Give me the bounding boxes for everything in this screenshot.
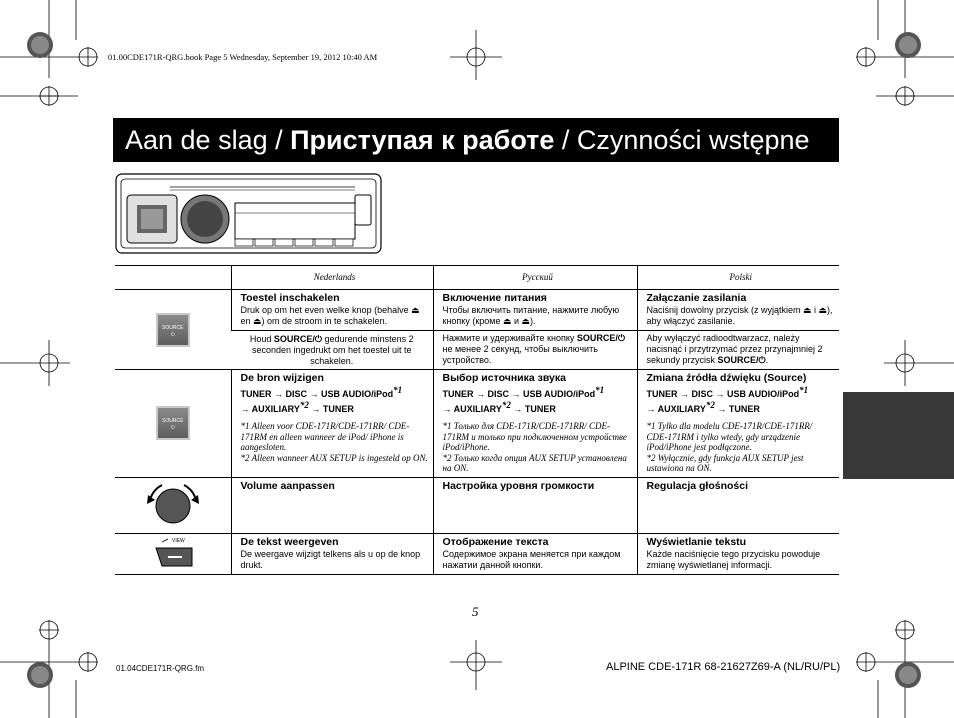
col-nl: Nederlands <box>231 266 433 290</box>
title-pl: / Czynności wstępne <box>554 125 810 155</box>
source-nl: De bron wijzigen TUNER → DISC → USB AUDIO/iPod$^{*1}$ → $AUXILIARY^{*2}$ → TUNER *1 Alleen voor CDE-171R/CDE-171RR/ CDE-171RM en alleen wanneer de iPod/ iPhone is aangesloten. *2 Alleen wanneer AUX SETUP is ingesteld op ON. <box>231 370 433 478</box>
source-icon-cell <box>115 370 231 478</box>
col-pl: Polski <box>637 266 839 290</box>
power-icon-cell <box>115 290 231 370</box>
power-nl: Toestel inschakelen Druk op om het even welke knop (behalve ⏏ en ⏏) om de stroom in te schakelen. <box>231 290 433 331</box>
volume-icon-cell <box>115 477 231 533</box>
text-ru: Отображение текста Содержимое экрана меняется при каждом нажатии данной кнопки. <box>433 533 637 574</box>
source-pl: Zmiana źródła dźwięku (Source) TUNER → DISC → USB AUDIO/iPod$^{*1}$ → $AUXILIARY^{*2}$ → TUNER *1 Tylko dla modelu CDE-171R/CDE-171RR/ CDE-171RM i tylko wtedy, gdy urządzenie iPod/iPhone jest podłączone. *2 Wyłącznie, gdy funkcja AUX SETUP jest ustawiona na ON. <box>637 370 839 478</box>
volume-ru: Настройка уровня громкости <box>433 477 637 533</box>
page-number: 5 <box>472 604 479 619</box>
view-button-icon <box>148 534 198 570</box>
title-ru: Приступая к работе <box>290 125 555 155</box>
quick-reference-table <box>115 265 839 575</box>
view-icon-cell <box>115 533 231 574</box>
power-ru: Включение питания Чтобы включить питание, нажмите любую кнопку (кроме ⏏ и ⏏). <box>433 290 637 331</box>
source-power-button-icon: SOURCE ⏻ <box>156 313 190 347</box>
source-button-icon: SOURCE ⏻ <box>156 406 190 440</box>
source-ru: Выбор источника звука TUNER → DISC → USB AUDIO/iPod$^{*1}$ → $AUXILIARY^{*2}$ → TUNER *1 Только для CDE-171R/CDE-171RR/ CDE-171RM и только при подключенном устройстве iPod/iPhone. *2 Только когда опция AUX SETUP установлена на ON. <box>433 370 637 478</box>
col-ru: Русский <box>433 266 637 290</box>
power-off-ru: Нажмите и удерживайте кнопку SOURCE/⏻ не менее 2 секунд, чтобы выключить устройство. <box>433 331 637 370</box>
side-tab <box>843 392 954 479</box>
page-title <box>113 118 839 162</box>
volume-knob-icon <box>138 478 208 530</box>
footer-file: 01.04CDE171R-QRG.fm <box>116 664 205 673</box>
power-off-nl: Houd SOURCE/⏻ gedurende minstens 2 seconden ingedrukt om het toestel uit te schakelen. <box>231 331 433 370</box>
book-info: 01.00CDE171R-QRG.book Page 5 Wednesday, September 19, 2012 10:40 AM <box>108 52 378 62</box>
volume-pl: Regulacja głośności <box>637 477 839 533</box>
blank-header <box>115 266 231 290</box>
power-off-pl: Aby wyłączyć radioodtwarzacz, należy nacisnąć i przytrzymać przez przynajmniej 2 sekundy przycisk SOURCE/⏻. <box>637 331 839 370</box>
power-pl: Załączanie zasilania Naciśnij dowolny przycisk (z wyjątkiem ⏏ i ⏏), aby włączyć zasilanie. <box>637 290 839 331</box>
text-pl: Wyświetlanie tekstu Każde naciśnięcie tego przycisku powoduje zmianę wyświetlanej informacji. <box>637 533 839 574</box>
text-nl: De tekst weergeven De weergave wijzigt telkens als u op de knop drukt. <box>231 533 433 574</box>
volume-nl: Volume aanpassen <box>231 477 433 533</box>
footer-model: ALPINE CDE-171R 68-21627Z69-A (NL/RU/PL) <box>606 661 841 673</box>
head-unit-illustration <box>115 173 383 255</box>
svg-text:VIEW: VIEW <box>171 538 185 544</box>
title-nl: Aan de slag / <box>125 125 291 155</box>
